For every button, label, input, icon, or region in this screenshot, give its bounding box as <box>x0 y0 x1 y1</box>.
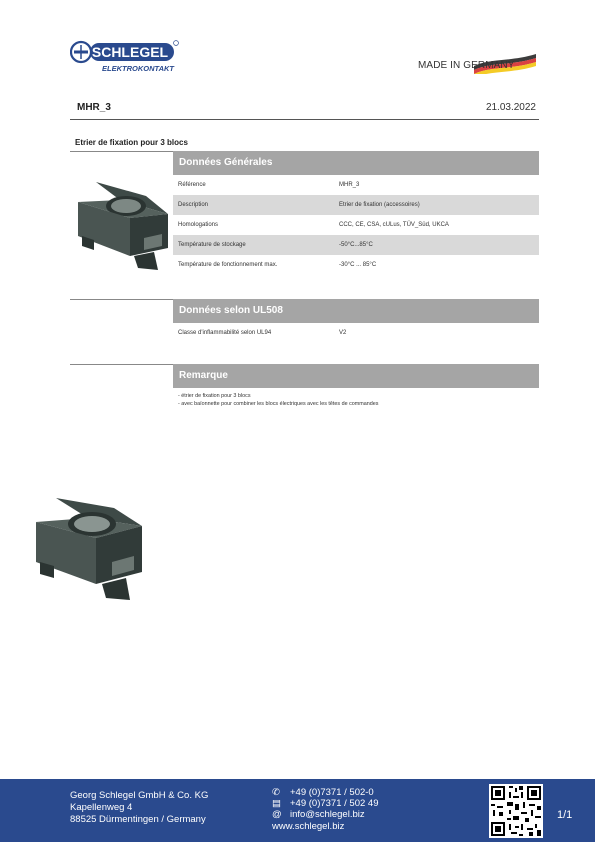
document-id: MHR_3 <box>77 102 111 113</box>
footer <box>0 779 595 842</box>
row-value: V2 <box>339 330 347 336</box>
header-divider <box>70 119 539 120</box>
product-image <box>74 178 174 274</box>
product-image <box>30 492 150 604</box>
row-value: -50°C...85°C <box>339 242 373 248</box>
table-row <box>173 255 539 275</box>
section-heading-remark: Remarque <box>173 364 539 388</box>
logo-subtitle: ELEKTROKONTAKT <box>102 64 174 73</box>
street: Kapellenweg 4 <box>70 802 133 813</box>
table-row <box>173 195 539 215</box>
fax-icon: ▤ <box>272 798 281 810</box>
row-value: CCC, CE, CSA, cULus, TÜV_Süd, UKCA <box>339 222 449 228</box>
document-date: 21.03.2022 <box>485 102 536 113</box>
footer-address <box>70 790 208 826</box>
qr-code-icon[interactable] <box>489 784 543 838</box>
page-number: 1/1 <box>557 809 573 821</box>
remark-line: - avec baïonnette pour combiner les blocs électriques avec les têtes de commandes <box>178 401 379 407</box>
table-row <box>173 215 539 235</box>
row-key: Température de fonctionnement max. <box>178 262 278 268</box>
schlegel-logo-icon <box>70 38 180 74</box>
table-row <box>173 235 539 255</box>
table-row <box>173 323 539 343</box>
row-key: Classe d'inflammabilité selon UL94 <box>178 330 272 336</box>
logo-text: SCHLEGEL <box>91 44 169 60</box>
email-link[interactable]: info@schlegel.biz <box>290 809 365 821</box>
phone-icon: ✆ <box>272 787 280 798</box>
at-icon: @ <box>272 809 282 821</box>
city: 88525 Dürmentingen / Germany <box>70 814 206 825</box>
footer-contact <box>272 787 378 832</box>
section-heading-ul508: Données selon UL508 <box>173 299 539 323</box>
table-row <box>173 175 539 195</box>
section-heading-general: Données Générales <box>173 151 539 175</box>
phone-number[interactable]: +49 (0)7371 / 502-0 <box>290 787 374 798</box>
fax-number: +49 (0)7371 / 502 49 <box>290 798 379 810</box>
remark-line: - étrier de fixation pour 3 blocs <box>178 393 251 399</box>
made-in-label: MADE IN GERMANY <box>418 60 515 71</box>
row-value: Etrier de fixation (accessoires) <box>339 202 420 208</box>
row-key: Homologations <box>178 222 219 228</box>
row-key: Température de stockage <box>178 242 246 248</box>
row-value: MHR_3 <box>339 182 360 188</box>
document-title: Etrier de fixation pour 3 blocs <box>75 138 188 147</box>
row-key: Référence <box>178 182 206 188</box>
row-value: -30°C ... 85°C <box>339 262 377 268</box>
company-name: Georg Schlegel GmbH & Co. KG <box>70 790 209 801</box>
website-link[interactable]: www.schlegel.biz <box>272 820 345 832</box>
row-key: Description <box>178 202 209 208</box>
